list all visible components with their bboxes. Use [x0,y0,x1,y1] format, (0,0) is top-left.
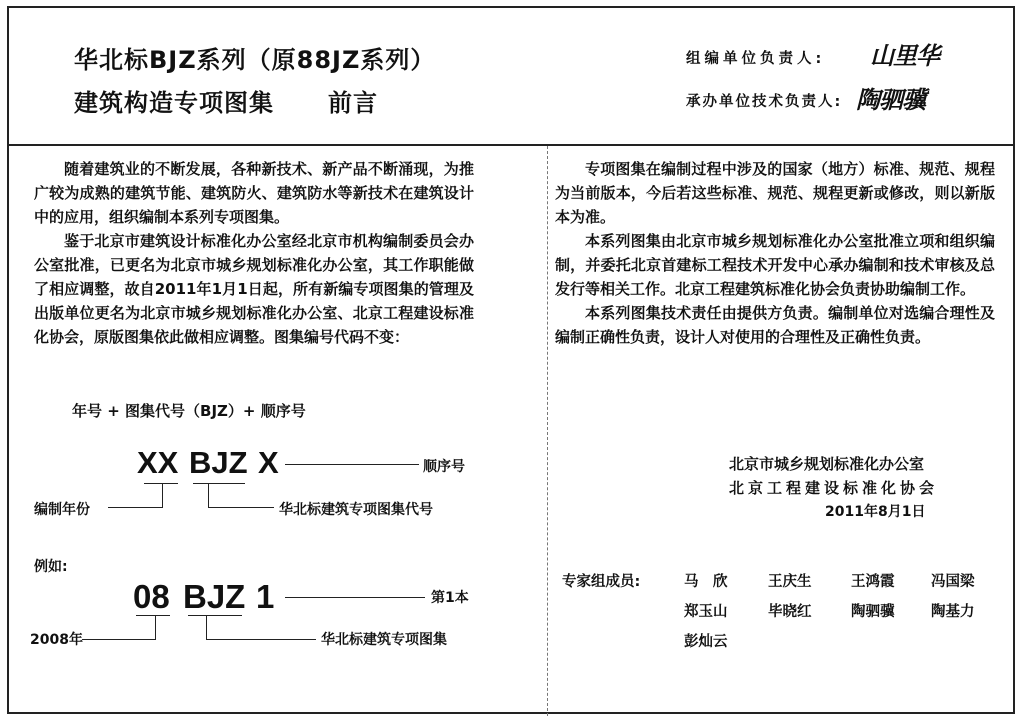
year-leader-line [108,507,163,508]
expert-name: 冯国梁 [931,574,975,590]
year-underline [144,483,178,484]
expert-name: 郑玉山 [684,604,728,620]
code-template-seq: X [258,445,279,480]
header-divider [7,144,1015,146]
right-paragraph-3: 本系列图集技术责任由提供方负责。编制单位对选编合理性及编制正确性负责，设计人对使用的合理性及正确性负责。 [555,304,995,346]
right-paragraph-2: 本系列图集由北京市城乡规划标准化办公室批准立项和组织编制，并委托北京首建标工程技术开发中心承办编制和技术审核及总发行等相关工作。北京工程建筑标准化协会负责协助编制工作。 [555,232,995,298]
expert-name: 马 欣 [684,574,728,590]
left-paragraph-2: 鉴于北京市建筑设计标准化办公室经北京市机构编制委员会办公室批准，已更名为北京市城乡规划标准化办公室，其工作职能做了相应调整，故自2011年1月1日起，所有新编专项图集的管理及出版单位更名为北京市城乡规划标准化办公室、北京工程建设标准化协会，原版图集依此做相应调整。图集编号代码不变： [34,232,474,346]
code-leader-line [208,507,274,508]
example-year-leader-line [82,639,156,640]
org-leader-label: 组编单位负责人: [686,51,826,67]
code-underline [193,483,245,484]
code-vertical-line [208,483,209,507]
expert-name: 毕晓红 [768,604,812,620]
right-paragraph-1: 专项图集在编制过程中涉及的国家（地方）标准、规范、规程为当前版本，今后若这些标准、规范、规程更新或修改，则以新版本为准。 [555,160,995,226]
column-divider [547,146,548,716]
code-example-seq: 1 [256,578,275,615]
org-leader-signature: 山里华 [870,41,939,70]
left-text [34,157,474,349]
example-seq-leader-line [285,597,425,598]
seq-leader-line [285,464,419,465]
example-code-leader-line [206,639,316,640]
org-2: 北京工程建设标准化协会 [729,479,939,497]
expert-name: 陶驷骥 [851,604,895,620]
code-template-code: BJZ [189,445,248,480]
experts-label: 专家组成员: [562,574,641,590]
example-code-vertical-line [206,615,207,639]
code-template-year: XX [137,445,179,480]
title-main: 建筑构造专项图集 [74,89,274,117]
code-template-seq-label: 顺序号 [423,459,465,475]
issue-date: 2011年8月1日 [825,504,926,520]
code-example-code: BJZ [183,578,246,615]
right-text [555,157,995,349]
code-example-code-label: 华北标建筑专项图集 [321,632,447,648]
example-year-vertical-line [155,615,156,639]
code-formula: 年号 + 图集代号（BJZ）+ 顺序号 [72,402,306,420]
title-suffix: 前言 [328,89,378,117]
code-example-seq-label: 第1本 [431,590,469,606]
code-example-year: 08 [133,578,170,615]
title-line-1: 华北标BJZ系列（原88JZ系列） [74,46,436,74]
org-1: 北京市城乡规划标准化办公室 [729,455,925,473]
title-line-2 [74,83,378,118]
example-label: 例如: [34,559,68,575]
code-template-code-label: 华北标建筑专项图集代号 [279,502,433,518]
expert-name: 陶基力 [931,604,975,620]
tech-leader-signature: 陶驷骥 [856,85,925,114]
left-paragraph-1: 随着建筑业的不断发展，各种新技术、新产品不断涌现，为推广较为成熟的建筑节能、建筑防火、建筑防水等新技术在建筑设计中的应用，组织编制本系列专项图集。 [34,160,474,226]
tech-leader-label: 承办单位技术负责人: [686,94,843,110]
code-example-year-label: 2008年 [30,632,83,648]
example-code-underline [188,615,242,616]
example-year-underline [136,615,170,616]
year-vertical-line [162,483,163,507]
expert-name: 彭灿云 [684,634,728,650]
expert-name: 王庆生 [768,574,812,590]
code-template-year-label: 编制年份 [34,502,90,518]
expert-name: 王鸿霞 [851,574,895,590]
